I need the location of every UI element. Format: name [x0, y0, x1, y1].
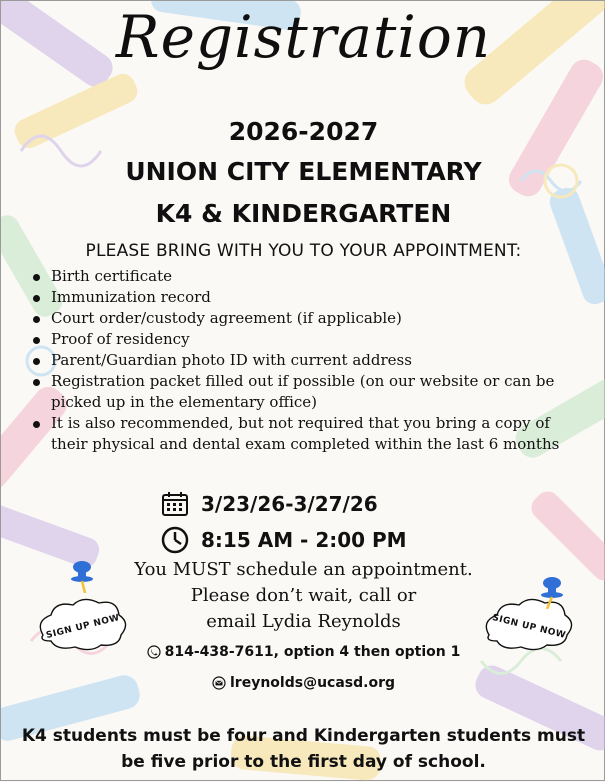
phone-icon [147, 645, 161, 659]
sign-up-badge-left [33, 597, 133, 657]
school-name: UNION CITY ELEMENTARY [125, 157, 482, 186]
clock-icon [161, 526, 189, 554]
sign-up-label: SIGN UP NOW [45, 613, 121, 641]
list-item: Court order/custody agreement (if applicable) [27, 308, 582, 329]
page-title: Registration [115, 3, 492, 71]
list-item: Parent/Guardian photo ID with current address [27, 350, 582, 371]
appointment-line-3: email Lydia Reynolds [206, 611, 401, 632]
requirements-heading: PLEASE BRING WITH YOU TO YOUR APPOINTMENT: [85, 241, 522, 261]
time-row [161, 526, 407, 554]
registration-hours: 8:15 AM - 2:00 PM [201, 528, 407, 552]
date-row [161, 491, 378, 517]
email-icon [212, 676, 226, 690]
sign-up-label: SIGN UP NOW [491, 613, 567, 641]
email-row [1, 675, 605, 691]
appointment-line-1: You MUST schedule an appointment. [134, 559, 473, 580]
calendar-icon [161, 491, 189, 517]
eligibility-line-1: K4 students must be four and Kindergarten students must [21, 726, 586, 746]
requirements-list [27, 266, 582, 455]
list-item: Registration packet filled out if possible (on our website or can be picked up in the elementary office) [27, 371, 582, 413]
email-address[interactable]: lreynolds@ucasd.org [230, 675, 395, 691]
list-item: It is also recommended, but not required that you bring a copy of their physical and dental exam completed within the last 6 months [27, 413, 582, 455]
pushpin-icon [67, 559, 97, 593]
eligibility-line-2: be five prior to the first day of school. [121, 752, 486, 772]
registration-dates: 3/23/26-3/27/26 [201, 492, 378, 516]
eligibility-notice [1, 723, 605, 775]
list-item: Birth certificate [27, 266, 582, 287]
phone-number[interactable]: 814-438-7611, option 4 then option 1 [164, 644, 461, 660]
appointment-line-2: Please don’t wait, call or [190, 585, 417, 606]
school-year: 2026-2027 [228, 117, 379, 146]
list-item: Immunization record [27, 287, 582, 308]
grade-levels: K4 & KINDERGARTEN [155, 199, 452, 228]
list-item: Proof of residency [27, 329, 582, 350]
sign-up-badge-right [479, 597, 579, 657]
